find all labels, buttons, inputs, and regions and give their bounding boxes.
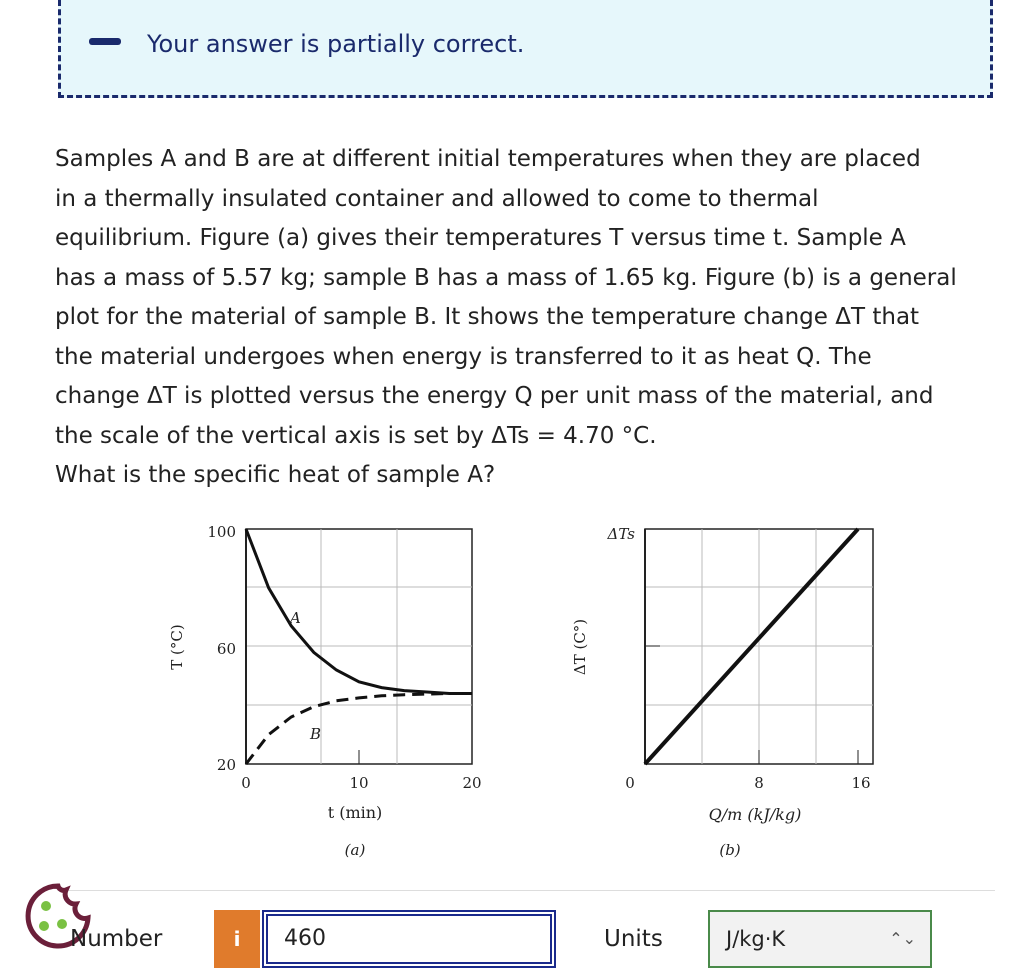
question-line: the material undergoes when energy is transferred to it as heat Q. The — [55, 343, 872, 370]
x-tick-label: 10 — [349, 774, 369, 792]
feedback-banner — [58, 0, 993, 98]
question-line: change ΔT is plotted versus the energy Q per unit mass of the material, and — [55, 383, 934, 409]
y-tick-label: 60 — [216, 640, 236, 658]
question-line: plot for the material of sample B. It shows the temperature change ΔT that — [55, 304, 920, 330]
units-label: Units — [604, 926, 663, 952]
x-tick-label: 16 — [851, 774, 871, 792]
caption-b: (b) — [719, 841, 741, 859]
x-axis-label-a: t (min) — [327, 803, 383, 822]
minus-icon — [89, 38, 121, 45]
feedback-message: Your answer is partially correct. — [147, 30, 525, 58]
answer-row — [0, 890, 1024, 973]
y-tick-label: ΔTs — [607, 525, 635, 543]
x-tick-label: 20 — [462, 774, 482, 792]
number-label: Number — [70, 926, 163, 952]
curve-a — [246, 529, 472, 694]
divider — [55, 890, 995, 891]
y-axis-label-a: T (°C) — [168, 624, 186, 670]
figure — [150, 515, 900, 870]
curve-a-label: A — [290, 609, 301, 627]
question-line: has a mass of 5.57 kg; sample B has a mass of 1.65 kg. Figure (b) is a general — [55, 264, 957, 291]
number-input[interactable]: 460 — [262, 910, 556, 968]
info-button[interactable]: i — [214, 910, 260, 968]
y-tick-label: 100 — [207, 523, 236, 541]
figure-b — [571, 525, 873, 859]
figure-a — [168, 523, 482, 859]
caption-a: (a) — [344, 841, 366, 859]
question-line: equilibrium. Figure (a) gives their temperatures T versus time t. Sample A — [55, 225, 906, 251]
y-axis-label-b: ΔT (C°) — [571, 618, 589, 676]
question-line: Samples A and B are at different initial temperatures when they are placed — [55, 146, 921, 172]
question-line: What is the specific heat of sample A? — [55, 462, 496, 488]
units-select[interactable] — [708, 910, 932, 968]
x-tick-label: 0 — [241, 774, 251, 792]
x-tick-label: 0 — [625, 774, 635, 792]
y-tick-label: 20 — [216, 756, 236, 774]
x-axis-label-b: Q/m (kJ/kg) — [708, 805, 802, 824]
question-line: in a thermally insulated container and allowed to come to thermal — [55, 185, 819, 212]
question-line: the scale of the vertical axis is set by ΔTs = 4.70 °C. — [55, 422, 657, 449]
chevron-updown-icon: ⌃⌄ — [889, 929, 916, 948]
question-text — [55, 140, 990, 496]
curve-b-label: B — [310, 725, 322, 743]
units-selected-value: J/kg·K — [726, 927, 786, 951]
x-tick-label: 8 — [754, 774, 764, 792]
